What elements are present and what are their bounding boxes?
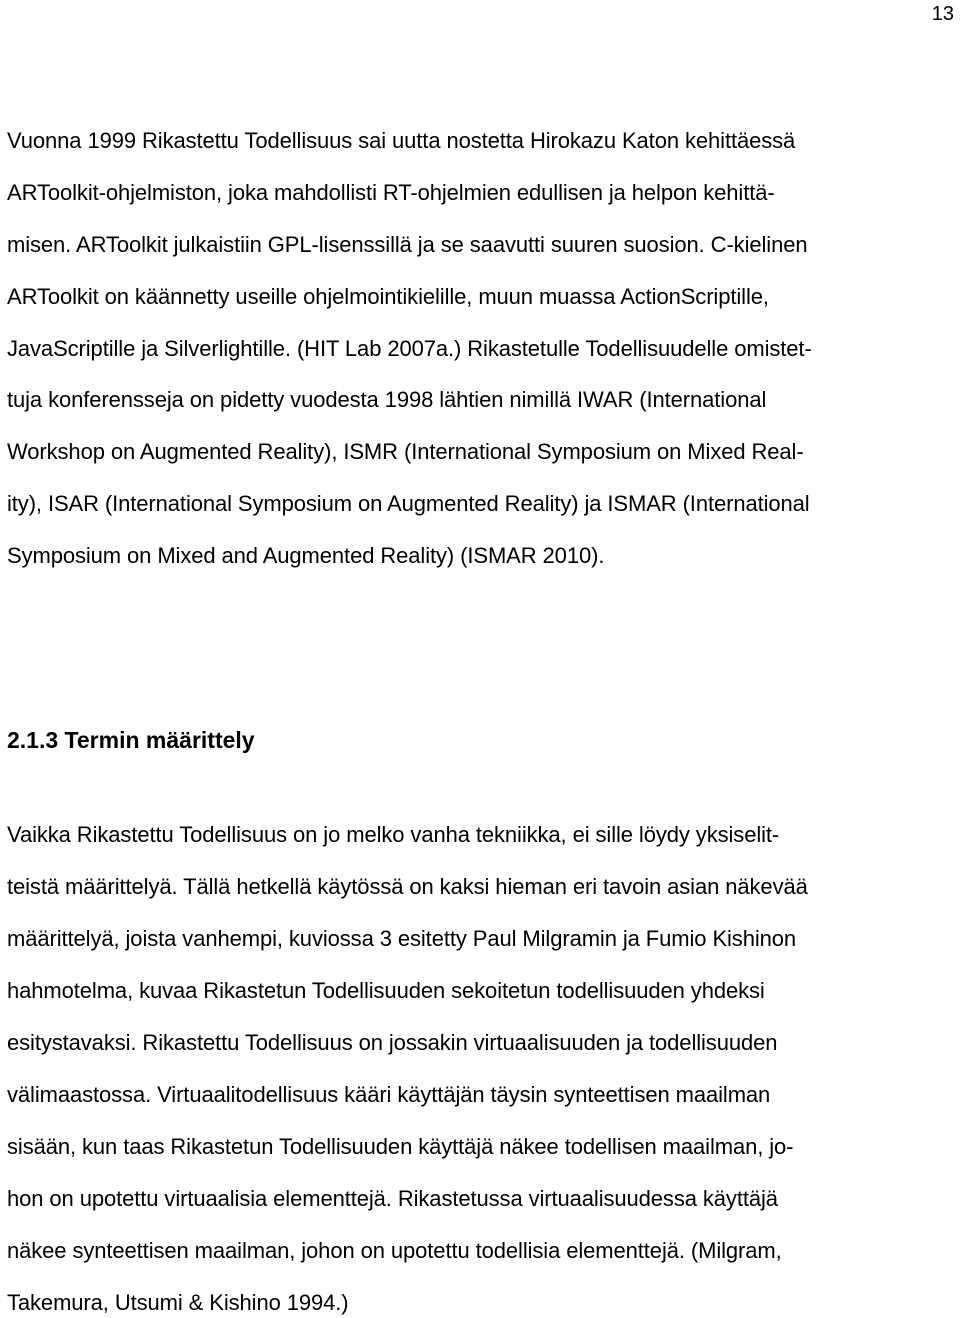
paragraph-line: välimaastossa. Virtuaalitodellisuus kääri käyttäjän täysin synteettisen maailman [7,1082,771,1107]
page-number: 13 [931,3,954,25]
paragraph-line: esitystavaksi. Rikastettu Todellisuus on jossakin virtuaalisuuden ja todellisuuden [7,1030,778,1055]
paragraph-line: Vuonna 1999 Rikastettu Todellisuus sai uutta nostetta Hirokazu Katon kehittäessä [7,128,796,153]
paragraph-line: JavaScriptille ja Silverlightille. (HIT Lab 2007a.) Rikastetulle Todellisuudelle omistet- [7,336,812,361]
paragraph-line: hon on upotettu virtuaalisia elementtejä. Rikastetussa virtuaalisuudessa käyttäjä [7,1186,778,1211]
paragraph-line: teistä määrittelyä. Tällä hetkellä käytössä on kaksi hieman eri tavoin asian näkevää [7,874,808,899]
paragraph-line: määrittelyä, joista vanhempi, kuviossa 3 esitetty Paul Milgramin ja Fumio Kishinon [7,926,797,951]
paragraph-line: misen. ARToolkit julkaistiin GPL-lisenssillä ja se saavutti suuren suosion. C-kielinen [7,232,808,257]
paragraph-line: Vaikka Rikastettu Todellisuus on jo melko vanha tekniikka, ei sille löydy yksiselit- [7,822,780,847]
paragraph-line: tuja konferensseja on pidetty vuodesta 1998 lähtien nimillä IWAR (International [7,387,767,412]
section-heading: 2.1.3 Termin määrittely [7,727,255,753]
paragraph-line: Workshop on Augmented Reality), ISMR (International Symposium on Mixed Real- [7,439,804,464]
paragraph-line: ity), ISAR (International Symposium on Augmented Reality) ja ISMAR (International [7,491,810,516]
paragraph-line: Takemura, Utsumi & Kishino 1994.) [7,1290,349,1315]
paragraph-line: Symposium on Mixed and Augmented Reality) (ISMAR 2010). [7,543,605,568]
paragraph-line: sisään, kun taas Rikastetun Todellisuuden käyttäjä näkee todellisen maailman, jo- [7,1134,794,1159]
paragraph-line: ARToolkit on käännetty useille ohjelmointikielille, muun muassa ActionScriptille, [7,284,769,309]
paragraph-line: hahmotelma, kuvaa Rikastetun Todellisuuden sekoitetun todellisuuden yhdeksi [7,978,765,1003]
paragraph-line: ARToolkit-ohjelmiston, joka mahdollisti RT-ohjelmien edullisen ja helpon kehittä- [7,180,775,205]
paragraph-line: näkee synteettisen maailman, johon on upotettu todellisia elementtejä. (Milgram, [7,1238,782,1263]
